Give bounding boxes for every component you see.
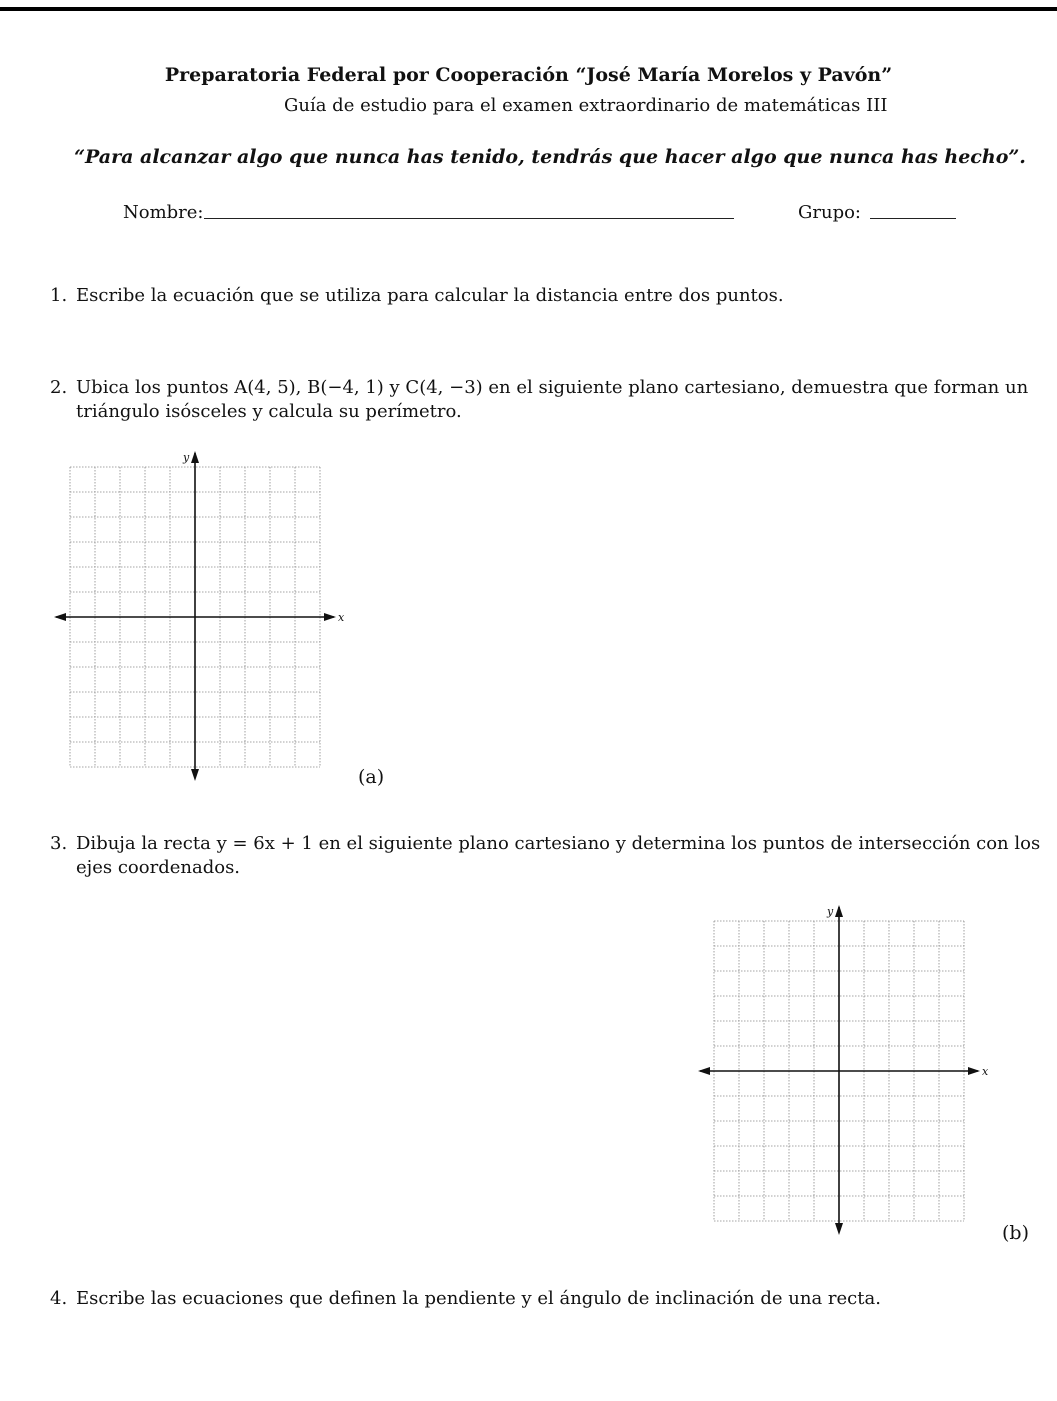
school-title: Preparatoria Federal por Cooperación “José María Morelos y Pavón” [164,64,893,86]
question-4 [50,1287,1040,1311]
motivational-quote: “Para alcanzar algo que nunca has tenido, tendrás que hacer algo que nunca has hecho”. [74,146,1026,168]
name-field[interactable] [204,218,734,219]
y-axis-up-arrow-icon [835,905,843,917]
y-axis-label: y [183,451,190,464]
x-axis-label: x [982,1065,989,1078]
y-axis-down-arrow-icon [835,1223,843,1235]
x-axis-right-arrow-icon [324,613,336,621]
y-axis-label: y [827,905,834,918]
x-axis-label: x [338,611,345,624]
cartesian-plane-a[interactable] [50,450,350,785]
name-label: Nombre: [123,202,204,223]
question-text-line-2: ejes coordenados. [76,857,241,878]
plot-label-b: (b) [1002,1222,1029,1244]
cartesian-plane-b[interactable] [694,904,994,1239]
question-number: 2. [50,377,68,398]
question-text-line-1: Dibuja la recta y = 6x + 1 en el siguiente plano cartesiano y determina los puntos de intersección con los [76,833,1041,854]
question-text: Escribe las ecuaciones que definen la pendiente y el ángulo de inclinación de una recta. [76,1288,881,1309]
x-axis-left-arrow-icon [698,1067,710,1075]
plot-label-a: (a) [358,766,385,788]
question-number: 3. [50,833,68,854]
question-3 [50,832,1040,880]
question-1 [50,284,1040,308]
question-number: 1. [50,285,68,306]
question-text-line-1: Ubica los puntos A(4, 5), B(−4, 1) y C(4, −3) en el siguiente plano cartesiano, demuestra que forman un [76,377,1029,398]
x-axis-left-arrow-icon [54,613,66,621]
x-axis-right-arrow-icon [968,1067,980,1075]
group-label: Grupo: [798,202,861,223]
question-text: Escribe la ecuación que se utiliza para calcular la distancia entre dos puntos. [76,285,784,306]
question-text-line-2: triángulo isósceles y calcula su perímetro. [76,401,462,422]
group-field[interactable] [870,218,956,219]
y-axis-up-arrow-icon [191,451,199,463]
guide-subtitle: Guía de estudio para el examen extraordinario de matemáticas III [284,95,888,116]
question-2 [50,376,1040,424]
top-rule [0,7,1057,11]
y-axis-down-arrow-icon [191,769,199,781]
question-number: 4. [50,1288,68,1309]
